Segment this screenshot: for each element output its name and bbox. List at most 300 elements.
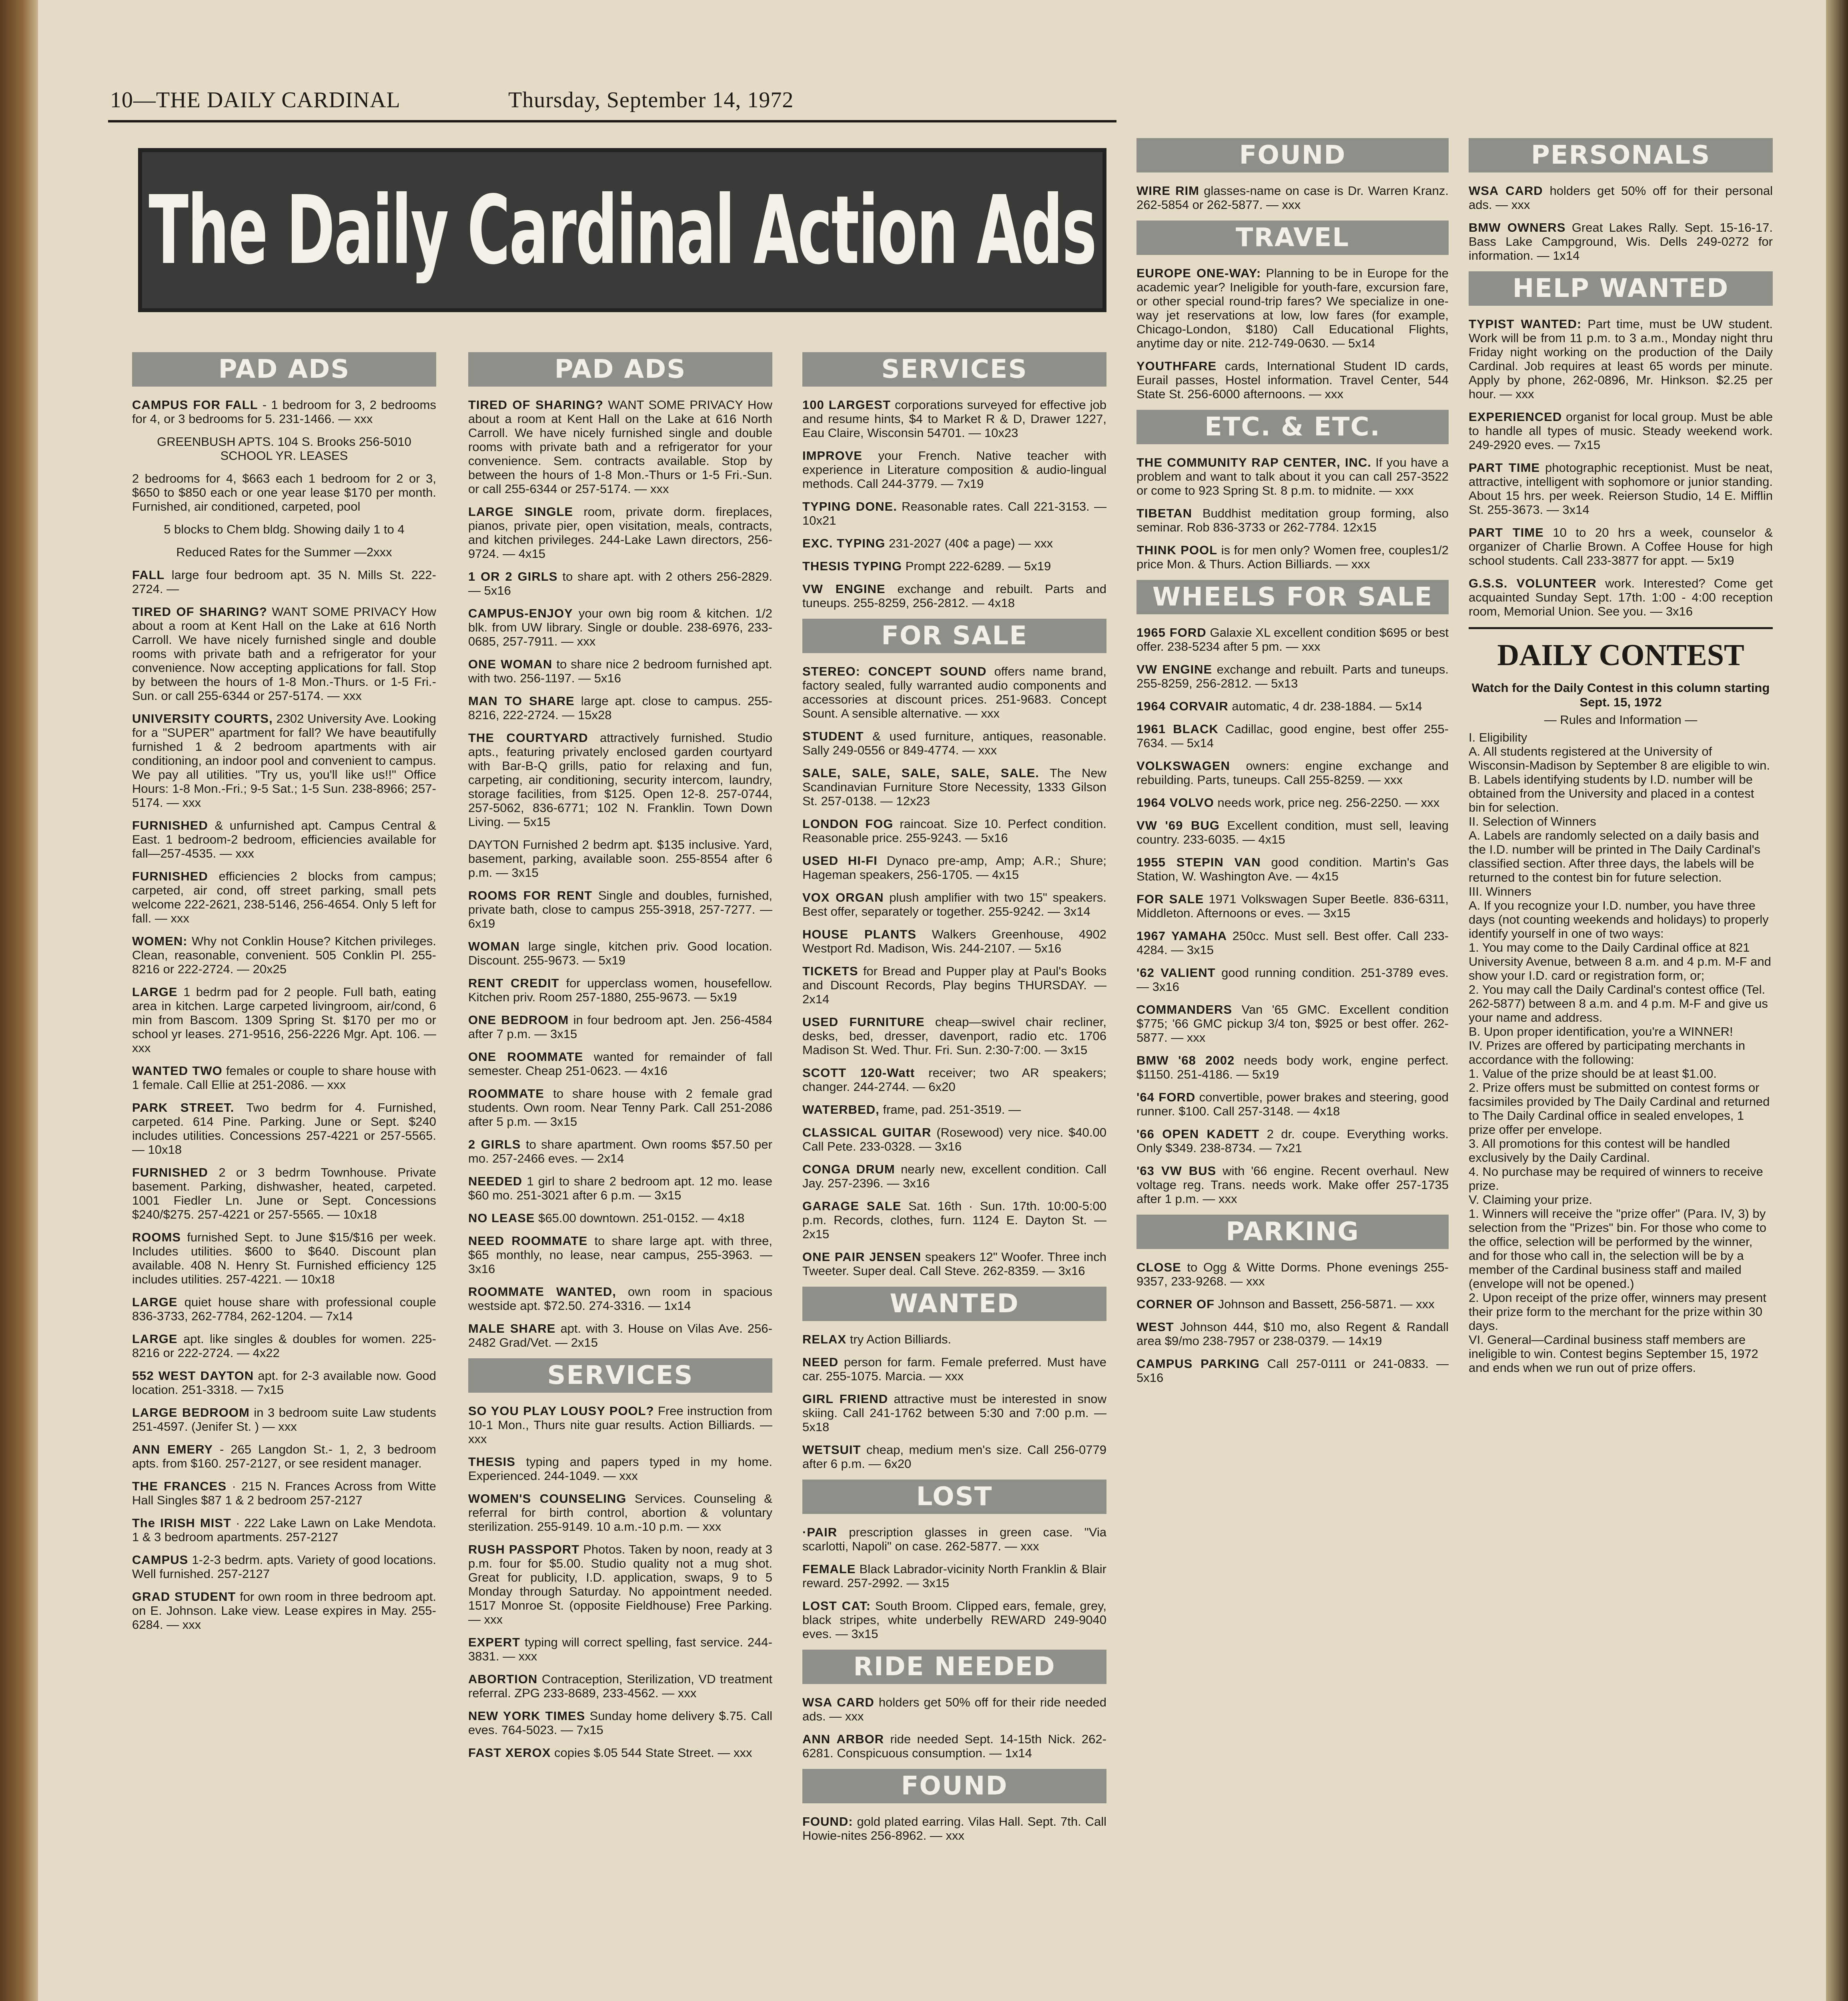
ad-lead: '63 VW BUS bbox=[1136, 1164, 1217, 1178]
ad-text: The New Scandinavian Furniture Store Necessity, 1333 Gilson St. 257-0138. — 12x23 bbox=[802, 766, 1106, 808]
ad-lead: WOMAN bbox=[468, 939, 520, 953]
ad-text: 2 bedrooms for 4, $663 each 1 bedroom for 2 or 3, $650 to $850 each or one year lease $170 per month. Furnished, air conditioned, carpeted, pool bbox=[132, 471, 436, 513]
ad-text: needs work, price neg. 256-2250. — xxx bbox=[1217, 796, 1440, 810]
ad-text: speakers 12" Woofer. Three inch Tweeter. Super deal. Call Steve. 262-8359. — 3x16 bbox=[802, 1250, 1106, 1278]
ad-text: 1-2-3 bedrm. apts. Variety of good locations. Well furnished. 257-2127 bbox=[132, 1553, 436, 1581]
classified-ad bbox=[468, 1285, 772, 1313]
contest-rule-line: B. Upon proper identification, you're a WINNER! bbox=[1469, 1025, 1733, 1039]
classified-ad bbox=[468, 1174, 772, 1202]
classified-ad bbox=[468, 1635, 772, 1663]
ad-text: & unfurnished apt. Campus Central & East. 1 bedroom-2 bedroom, efficiencies available for fall—257-4535. — xxx bbox=[132, 818, 436, 860]
ad-lead: ABORTION bbox=[468, 1672, 538, 1686]
ad-text: raincoat. Size 10. Perfect condition. Reasonable price. 255-9243. — 5x16 bbox=[802, 817, 1106, 845]
ad-text: Planning to be in Europe for the academic year? Ineligible for youth-fare, excursion fare, or other special round-trip fares? We specialize in one-way jet reservations at low, low fares (for example, Chicago-London, $180) Call Educational Flights, anytime day or nite. 212-749-0630. — 5x14 bbox=[1136, 266, 1449, 350]
ad-text: apt. like singles & doubles for women. 225-8216 or 222-2724. — 4x22 bbox=[132, 1332, 436, 1360]
ad-text: to share nice 2 bedroom furnished apt. with two. 256-1197. — 5x16 bbox=[468, 657, 772, 685]
ad-text: Great Lakes Rally. Sept. 15-16-17. Bass Lake Campground, Wis. Dells 249-0272 for information. — 1x14 bbox=[1469, 221, 1773, 263]
ad-text: Prompt 222-6289. — 5x19 bbox=[905, 559, 1051, 573]
ad-text: nearly new, excellent condition. Call Jay. 257-2396. — 3x16 bbox=[802, 1162, 1106, 1190]
contest-rule-line: 1. Winners will receive the "prize offer" (Para. IV, 3) by selection from the "Prizes" bin. For those who come to the office, selection will be performed by the winner, and for those who call in, the selection will be by a member of the Cardinal business staff and mailed (envelope will not be opened.) bbox=[1469, 1207, 1766, 1291]
classified-column-2 bbox=[468, 352, 772, 1768]
classified-ad bbox=[132, 471, 436, 513]
ad-text: large apt. close to campus. 255-8216, 222-2724. — 15x28 bbox=[468, 694, 772, 722]
ad-text: holders get 50% off for their personal ads. — xxx bbox=[1469, 184, 1773, 212]
ad-text: Excellent condition, must sell, leaving country. 233-6035. — 4x15 bbox=[1136, 818, 1449, 846]
contest-rule-line: A. If you recognize your I.D. number, you have three days (not counting weekends and holidays) to properly identify yourself in one of two ways: bbox=[1469, 898, 1769, 940]
ad-lead: USED HI-FI bbox=[802, 854, 878, 868]
ad-lead: FURNISHED bbox=[132, 818, 208, 832]
classified-ad bbox=[802, 854, 1106, 882]
page-binding-edge bbox=[0, 0, 38, 2001]
ad-text: 2 or 3 bedrm Townhouse. Private basement. Parking, dishwasher, heated, carpeted. 1001 Fiedler Ln. June or Sept. Concessions $240/$275. 257-4221 or 257-5565. — 10x18 bbox=[132, 1165, 436, 1221]
ad-text: photographic receptionist. Must be neat, attractive, intelligent with sophomore or junior standing. About 15 hrs. per week. Reierson Studio, 14 E. Mifflin St. 255-3673. — 3x14 bbox=[1469, 461, 1773, 517]
classified-ad bbox=[132, 545, 436, 559]
classified-ad bbox=[132, 605, 436, 703]
classified-ad bbox=[1136, 1164, 1449, 1206]
ad-lead: VOLKSWAGEN bbox=[1136, 759, 1230, 773]
ad-text: Free instruction from 10-1 Mon., Thurs nite guar results. Action Billiards. — xxx bbox=[468, 1404, 772, 1446]
contest-rule-line: 1. Value of the prize should be at least $1.00. bbox=[1469, 1067, 1717, 1081]
section-header: PAD ADS bbox=[468, 352, 772, 387]
classified-ad bbox=[802, 964, 1106, 1006]
ad-text: for Bread and Pupper play at Paul's Books and Discount Records, Play begins THURSDAY. — 2x14 bbox=[802, 964, 1106, 1006]
ad-lead: ONE ROOMMATE bbox=[468, 1050, 583, 1064]
classified-ad bbox=[1136, 543, 1449, 571]
contest-rule-line: 3. All promotions for this contest will be handled exclusively by the Daily Cardinal. bbox=[1469, 1137, 1730, 1165]
contest-rule-line: IV. Prizes are offered by participating merchants in accordance with the following: bbox=[1469, 1039, 1745, 1067]
ad-lead: GRAD STUDENT bbox=[132, 1590, 236, 1604]
classified-ad bbox=[802, 1162, 1106, 1190]
ad-text: holders get 50% off for their ride needed ads. — xxx bbox=[802, 1695, 1106, 1723]
ad-text: typing will correct spelling, fast service. 244-3831. — xxx bbox=[468, 1635, 772, 1663]
ad-text: If you have a problem and want to talk about it you can call 257-3522 or come to 923 Spring St. 8 p.m. to midnite. — xxx bbox=[1136, 455, 1449, 497]
classified-ad bbox=[468, 1404, 772, 1446]
ad-lead: SALE, SALE, SALE, SALE, SALE. bbox=[802, 766, 1039, 780]
ad-lead: ROOMS bbox=[132, 1230, 181, 1244]
classified-ad bbox=[132, 435, 436, 463]
ad-lead: GIRL FRIEND bbox=[802, 1392, 888, 1406]
ad-lead: LARGE bbox=[132, 1332, 178, 1346]
ad-lead: EUROPE ONE-WAY: bbox=[1136, 266, 1261, 280]
ad-lead: RELAX bbox=[802, 1332, 847, 1346]
ad-lead: WETSUIT bbox=[802, 1443, 861, 1457]
classified-ad bbox=[1136, 1260, 1449, 1288]
classified-ad bbox=[132, 1369, 436, 1397]
ad-text: convertible, power brakes and steering, good runner. $100. Call 257-3148. — 4x18 bbox=[1136, 1090, 1449, 1118]
contest-rule-line: I. Eligibility bbox=[1469, 730, 1527, 744]
ad-text: corporations surveyed for effective job and resume hints, $4 to Market R & D, Drawer 1227, Eau Claire, Wisconsin 54701. — 10x23 bbox=[802, 398, 1106, 440]
ad-lead: FOUND: bbox=[802, 1815, 853, 1829]
section-header: WANTED bbox=[802, 1287, 1106, 1321]
classified-ad bbox=[1136, 1297, 1449, 1311]
ad-text: Why not Conklin House? Kitchen privileges. Clean, reasonable, convenient. 505 Conklin Pl. 255-8216 or 222-2724. — 20x25 bbox=[132, 934, 436, 976]
ad-text: efficiencies 2 blocks from campus; carpeted, air cond, off street parking, small pets welcome 222-2621, 238-5146, 256-4654. Only 5 left for fall. — xxx bbox=[132, 869, 436, 925]
classified-ad bbox=[1136, 929, 1449, 957]
classified-ad bbox=[132, 398, 436, 426]
ad-lead: PARK STREET. bbox=[132, 1101, 235, 1115]
classified-ad bbox=[468, 1542, 772, 1626]
banner-title: The Daily Cardinal Action Ads bbox=[148, 175, 1096, 285]
classified-ad bbox=[802, 1562, 1106, 1590]
classified-ad bbox=[132, 712, 436, 810]
ad-lead: IMPROVE bbox=[802, 449, 862, 463]
classified-ad bbox=[1469, 461, 1773, 517]
ad-text: your French. Native teacher with experience in Literature composition & audio-lingual methods. Call 244-3779. — 7x19 bbox=[802, 449, 1106, 491]
ad-text: DAYTON Furnished 2 bedrm apt. $135 inclusive. Yard, basement, parking, available soon. 255-8554 after 6 p.m. — 3x15 bbox=[468, 838, 772, 880]
ad-lead: VW '69 BUG bbox=[1136, 818, 1220, 832]
ad-text: Sat. 16th · Sun. 17th. 10:00-5:00 p.m. Records, clothes, furn. 1124 E. Dayton St. — 2x15 bbox=[802, 1199, 1106, 1241]
ad-text: cheap, medium men's size. Call 256-0779 after 6 p.m. — 6x20 bbox=[802, 1443, 1106, 1471]
classified-ad bbox=[132, 1295, 436, 1323]
ad-lead: 1964 VOLVO bbox=[1136, 796, 1214, 810]
classified-ad bbox=[1469, 221, 1773, 263]
classified-ad bbox=[468, 657, 772, 685]
section-header: PAD ADS bbox=[132, 352, 436, 387]
ad-lead: NEED ROOMMATE bbox=[468, 1234, 588, 1248]
classified-ad bbox=[802, 1332, 1106, 1346]
ad-text: Reduced Rates for the Summer —2xxx bbox=[176, 545, 392, 559]
ad-lead: MAN TO SHARE bbox=[468, 694, 575, 708]
ad-text: attractively furnished. Studio apts., featuring privately enclosed garden courtyard with Bar-B-Q grills, patio for relaxing and fun, carpeting, air conditioning, security intercom, laundry, storage facilities, from $125. Open 12-8. 257-0744, 257-5062, 836-6771; 102 N. Franklin. Town Down Living. — 5x15 bbox=[468, 731, 772, 829]
classified-ad bbox=[132, 568, 436, 596]
ad-lead: STEREO: CONCEPT SOUND bbox=[802, 664, 987, 678]
ad-lead: 100 LARGEST bbox=[802, 398, 891, 412]
ad-text: 231-2027 (40¢ a page) — xxx bbox=[889, 536, 1053, 550]
ad-lead: CLASSICAL GUITAR bbox=[802, 1125, 932, 1139]
ad-lead: G.S.S. VOLUNTEER bbox=[1469, 576, 1597, 590]
classified-ad bbox=[802, 1125, 1106, 1153]
contest-rules-header: — Rules and Information — bbox=[1544, 713, 1698, 727]
contest-rule-line: A. Labels are randomly selected on a daily basis and the I.D. number will be printed in The Daily Cardinal's classified section. After three days, the labels will be returned to the contest bin for future selection. bbox=[1469, 828, 1761, 884]
ad-lead: RUSH PASSPORT bbox=[468, 1542, 580, 1556]
classified-ad bbox=[468, 1050, 772, 1078]
ad-lead: BMW '68 2002 bbox=[1136, 1053, 1235, 1067]
ad-lead: EXC. TYPING bbox=[802, 536, 886, 550]
classified-ad bbox=[802, 729, 1106, 757]
ad-text: Buddhist meditation group forming, also seminar. Rob 836-3733 or 262-7784. 12x15 bbox=[1136, 506, 1449, 534]
classified-ad bbox=[1136, 1090, 1449, 1118]
classified-ad bbox=[468, 1321, 772, 1349]
classified-ad bbox=[1136, 1053, 1449, 1081]
ad-lead: TIRED OF SHARING? bbox=[468, 398, 603, 412]
contest-rule-line: 1. You may come to the Daily Cardinal office at 821 University Avenue, between 8 a.m. and 4 p.m. M-F and show your I.D. card or registration form, or; bbox=[1469, 940, 1771, 982]
ad-lead: TYPIST WANTED: bbox=[1469, 317, 1582, 331]
ad-lead: FURNISHED bbox=[132, 869, 208, 883]
ad-lead: ONE BEDROOM bbox=[468, 1013, 569, 1027]
ad-lead: NEED bbox=[802, 1355, 839, 1369]
section-header: SERVICES bbox=[468, 1358, 772, 1393]
classified-ad bbox=[1469, 410, 1773, 452]
ad-text: Sunday home delivery $.75. Call eves. 764-5023. — 7x15 bbox=[468, 1709, 772, 1737]
ad-text: room, private dorm. fireplaces, pianos, private pier, open visitation, meals, contracts, and kitchen privileges. 244-Lake Lawn directors, 256-9724. — 4x15 bbox=[468, 505, 772, 561]
classified-ad bbox=[1136, 855, 1449, 883]
classified-ad bbox=[132, 1064, 436, 1092]
classified-ad bbox=[468, 398, 772, 496]
classified-ad bbox=[132, 1553, 436, 1581]
ad-text: GREENBUSH APTS. 104 S. Brooks 256-5010 SCHOOL YR. LEASES bbox=[157, 435, 411, 463]
ad-lead: YOUTHFARE bbox=[1136, 359, 1217, 373]
ad-text: 5 blocks to Chem bldg. Showing daily 1 to 4 bbox=[164, 522, 405, 536]
classified-ad bbox=[1136, 506, 1449, 534]
contest-rule-line: V. Claiming your prize. bbox=[1469, 1193, 1592, 1207]
ad-text: automatic, 4 dr. 238-1884. — 5x14 bbox=[1232, 699, 1422, 713]
ad-lead: THESIS TYPING bbox=[802, 559, 902, 573]
ad-text: needs body work, engine perfect. $1150. 251-4186. — 5x19 bbox=[1136, 1053, 1449, 1081]
ad-text: Walkers Greenhouse, 4902 Westport Rd. Madison, Wis. 244-2107. — 5x16 bbox=[802, 927, 1106, 955]
section-header: PARKING bbox=[1136, 1215, 1449, 1249]
ad-text: plush amplifier with two 15" speakers. Best offer, separately or together. 255-9242. — 3x14 bbox=[802, 890, 1106, 918]
ad-lead: ONE PAIR JENSEN bbox=[802, 1250, 922, 1264]
classified-ad bbox=[132, 1442, 436, 1470]
ad-lead: 1965 FORD bbox=[1136, 626, 1207, 640]
classified-ad bbox=[132, 522, 436, 536]
ad-text: to Ogg & Witte Dorms. Phone evenings 255-9357, 233-9268. — xxx bbox=[1136, 1260, 1449, 1288]
section-header: RIDE NEEDED bbox=[802, 1650, 1106, 1684]
section-header: FOUND bbox=[1136, 138, 1449, 172]
ad-lead: CONGA DRUM bbox=[802, 1162, 895, 1176]
classified-ad bbox=[468, 1087, 772, 1129]
ad-lead: FALL bbox=[132, 568, 165, 582]
ad-lead: THESIS bbox=[468, 1455, 515, 1469]
ad-lead: CAMPUS PARKING bbox=[1136, 1357, 1260, 1371]
ad-lead: 552 WEST DAYTON bbox=[132, 1369, 254, 1383]
ad-lead: FOR SALE bbox=[1136, 892, 1204, 906]
ad-text: for upperclass women, housefellow. Kitchen priv. Room 257-1880, 255-9673. — 5x19 bbox=[468, 976, 772, 1004]
ad-text: Services. Counseling & referral for birth control, abortion & voluntary sterilization. 255-9149. 10 a.m.-10 p.m. — xxx bbox=[468, 1492, 772, 1534]
ad-lead: MALE SHARE bbox=[468, 1321, 556, 1335]
ad-lead: LARGE BEDROOM bbox=[132, 1406, 250, 1420]
ad-text: large single, kitchen priv. Good location. Discount. 255-9673. — 5x19 bbox=[468, 939, 772, 967]
ad-text: frame, pad. 251-3519. — bbox=[883, 1103, 1021, 1117]
classified-ad bbox=[802, 1355, 1106, 1383]
ad-text: Galaxie XL excellent condition $695 or best offer. 238-5234 after 5 pm. — xxx bbox=[1136, 626, 1449, 654]
ad-text: to share apartment. Own rooms $57.50 per mo. 257-2466 eves. — 2x14 bbox=[468, 1137, 772, 1165]
section-header: SERVICES bbox=[802, 352, 1106, 387]
classified-ad bbox=[802, 1815, 1106, 1843]
ad-lead: VW ENGINE bbox=[1136, 662, 1213, 676]
section-header: PERSONALS bbox=[1469, 138, 1773, 172]
ad-lead: USED FURNITURE bbox=[802, 1015, 925, 1029]
classified-column-4 bbox=[1136, 138, 1449, 1393]
classified-ad bbox=[1469, 576, 1773, 618]
ad-text: quiet house share with professional couple 836-3733, 262-7784, 262-1204. — 7x14 bbox=[132, 1295, 436, 1323]
ad-text: person for farm. Female preferred. Must have car. 255-1075. Marcia. — xxx bbox=[802, 1355, 1106, 1383]
ad-lead: 1967 YAMAHA bbox=[1136, 929, 1227, 943]
classified-ad bbox=[802, 1525, 1106, 1553]
ad-lead: PART TIME bbox=[1469, 461, 1540, 475]
classified-ad bbox=[802, 398, 1106, 440]
classified-ad bbox=[468, 888, 772, 930]
ad-lead: EXPERT bbox=[468, 1635, 521, 1649]
ad-text: Two bedrm for 4. Furnished, carpeted. 614 Pine. Parking. June or Sept. $240 includes utilities. Concessions 257-4221 or 257-5565. — 10x18 bbox=[132, 1101, 436, 1157]
classified-ad bbox=[802, 766, 1106, 808]
ad-text: exchange and rebuilt. Parts and tuneups. 255-8259, 256-2812. — 4x18 bbox=[802, 582, 1106, 610]
ad-lead: 1 OR 2 GIRLS bbox=[468, 569, 558, 583]
ad-lead: SO YOU PLAY LOUSY POOL? bbox=[468, 1404, 654, 1418]
classified-ad bbox=[468, 1672, 772, 1700]
classified-ad bbox=[132, 1479, 436, 1507]
ad-lead: LOST CAT: bbox=[802, 1599, 871, 1613]
ad-text: Call 257-0111 or 241-0833. — 5x16 bbox=[1136, 1357, 1449, 1385]
ad-lead: TYPING DONE. bbox=[802, 499, 897, 513]
classified-ad bbox=[1136, 1003, 1449, 1045]
classified-ad bbox=[468, 1234, 772, 1276]
ad-text: South Broom. Clipped ears, female, grey, black stripes, white underbelly REWARD 249-9040 eves. — 3x15 bbox=[802, 1599, 1106, 1641]
classified-ad bbox=[468, 939, 772, 967]
classified-ad bbox=[1136, 1127, 1449, 1155]
classified-ad bbox=[802, 1250, 1106, 1278]
ad-text: to share large apt. with three, $65 monthly, no lease, near campus, 255-3963. — 3x16 bbox=[468, 1234, 772, 1276]
ad-lead: WEST bbox=[1136, 1320, 1174, 1334]
ad-text: apt. for 2-3 available now. Good location. 251-3318. — 7x15 bbox=[132, 1369, 436, 1397]
classified-ad bbox=[802, 1392, 1106, 1434]
classified-ad bbox=[1469, 184, 1773, 212]
ad-text: large four bedroom apt. 35 N. Mills St. 222-2724. — bbox=[132, 568, 436, 596]
contest-rule-line: 2. You may call the Daily Cardinal's contest office (Tel. 262-5877) between 8 a.m. and 4 p.m. M-F and give us your name and address. bbox=[1469, 982, 1768, 1025]
ad-lead: '66 OPEN KADETT bbox=[1136, 1127, 1260, 1141]
ad-text: Van '65 GMC. Excellent condition $775; '66 GMC pickup 3/4 ton, $925 or best offer. 262-5877. — xxx bbox=[1136, 1003, 1449, 1045]
classified-ad bbox=[132, 1516, 436, 1544]
ad-lead: ROOMMATE bbox=[468, 1087, 544, 1101]
ad-lead: CAMPUS-ENJOY bbox=[468, 606, 573, 620]
ad-lead: ANN EMERY bbox=[132, 1442, 213, 1456]
contest-rule-line: III. Winners bbox=[1469, 884, 1531, 898]
ad-text: to share apt. with 2 others 256-2829. — 5x16 bbox=[468, 569, 772, 597]
classified-ad bbox=[468, 505, 772, 561]
classified-ad bbox=[802, 559, 1106, 573]
classified-ad bbox=[468, 1137, 772, 1165]
contest-rule-line: II. Selection of Winners bbox=[1469, 814, 1596, 828]
ad-text: Dynaco pre-amp, Amp; A.R.; Shure; Hageman speakers, 256-1705. — 4x15 bbox=[802, 854, 1106, 882]
ad-text: organist for local group. Must be able to handle all types of music. Steady weekend work. 249-2920 eves. — 7x15 bbox=[1469, 410, 1773, 452]
classified-ad bbox=[1136, 722, 1449, 750]
page-right-edge bbox=[1826, 0, 1848, 2001]
classified-ad bbox=[468, 731, 772, 829]
classified-ad bbox=[802, 582, 1106, 610]
ad-lead: WSA CARD bbox=[802, 1695, 874, 1709]
ad-lead: LARGE SINGLE bbox=[468, 505, 573, 519]
classified-ad bbox=[1469, 525, 1773, 567]
ad-lead: CLOSE bbox=[1136, 1260, 1181, 1274]
classified-ad bbox=[1136, 266, 1449, 350]
classified-ad bbox=[1136, 662, 1449, 690]
classified-ad bbox=[468, 976, 772, 1004]
ad-text: Black Labrador-vicinity North Franklin & Blair reward. 257-2992. — 3x15 bbox=[802, 1562, 1106, 1590]
ad-lead: TIBETAN bbox=[1136, 506, 1193, 520]
ad-lead: SCOTT 120-Watt bbox=[802, 1066, 915, 1080]
section-header: HELP WANTED bbox=[1469, 271, 1773, 306]
classified-ad bbox=[132, 1590, 436, 1632]
ad-text: & used furniture, antiques, reasonable. Sally 249-0556 or 849-4774. — xxx bbox=[802, 729, 1106, 757]
ad-text: - 265 Langdon St.- 1, 2, 3 bedroom apts. from $160. 257-2127, or see resident manager. bbox=[132, 1442, 436, 1470]
classified-ad bbox=[802, 1732, 1106, 1760]
classified-ad bbox=[802, 664, 1106, 720]
ad-text: in 3 bedroom suite Law students 251-4597. (Jenifer St. ) — xxx bbox=[132, 1406, 436, 1434]
classified-ad bbox=[1136, 759, 1449, 787]
ad-text: copies $.05 544 State Street. — xxx bbox=[554, 1746, 752, 1760]
contest-rule-line: 2. Prize offers must be submitted on contest forms or facsimiles provided by The Daily Cardinal and returned to The Daily Cardinal office in sealed envelopes, 1 prize offer per envelope. bbox=[1469, 1081, 1770, 1137]
classified-ad bbox=[468, 1455, 772, 1483]
ad-text: WANT SOME PRIVACY How about a room at Kent Hall on the Lake at 616 North Carroll. We have nicely furnished single and double rooms with private bath and a refrigerator for your convenience. Now accepting applications for fall. Stop by between the hours of 1-8 Mon.-Thurs. or 1-5 Fri.-Sun. or call 255-6344 or 257-5174. — xxx bbox=[132, 605, 436, 703]
classified-ad bbox=[132, 869, 436, 925]
section-header: FOUND bbox=[802, 1769, 1106, 1803]
ad-lead: RENT CREDIT bbox=[468, 976, 559, 990]
classified-ad bbox=[468, 1211, 772, 1225]
classified-ad bbox=[132, 1332, 436, 1360]
ad-text: your own big room & kitchen. 1/2 blk. from UW library. Single or double. 238-6976, 233-0685, 257-7911. — xxx bbox=[468, 606, 773, 648]
classified-ad bbox=[802, 1695, 1106, 1723]
classified-ad bbox=[132, 1230, 436, 1286]
ad-text: 1 bedrm pad for 2 people. Full bath, eating area in kitchen. Large carpeted livingroom, air/cond, 6 min from Bascom. 1309 Spring St. $170 per mo or school yr leases. 271-9516, 256-2226 Mgr. Apt. 106. — xxx bbox=[132, 985, 436, 1055]
classified-ad bbox=[132, 1165, 436, 1221]
ad-text: prescription glasses in green case. "Via scarlotti, Napoli" on case. 262-5877. — xxx bbox=[802, 1525, 1106, 1553]
ad-lead: VW ENGINE bbox=[802, 582, 886, 596]
ad-text: with '66 engine. Recent overhaul. New voltage reg. Trans. needs work. Make offer 257-1735 after 1 p.m. — xxx bbox=[1136, 1164, 1449, 1206]
ad-text: owners: engine exchange and rebuilding. Parts, tuneups. Call 255-8259. — xxx bbox=[1136, 759, 1449, 787]
ad-text: furnished Sept. to June $15/$16 per week. Includes utilities. $600 to $640. Discount plan available. 408 N. Henry St. Furnished efficiency 125 includes utilities. 257-4221. — 10x18 bbox=[132, 1230, 436, 1286]
ad-lead: ANN ARBOR bbox=[802, 1732, 884, 1746]
classified-ad bbox=[1136, 892, 1449, 920]
classified-ad bbox=[1136, 626, 1449, 654]
ad-lead: The IRISH MIST bbox=[132, 1516, 232, 1530]
classified-ad bbox=[1136, 699, 1449, 713]
classified-ad bbox=[1136, 796, 1449, 810]
ad-text: own room in spacious westside apt. $72.50. 274-3316. — 1x14 bbox=[468, 1285, 772, 1313]
ad-lead: ROOMS FOR RENT bbox=[468, 888, 593, 902]
classified-ad bbox=[802, 890, 1106, 918]
ad-lead: VOX ORGAN bbox=[802, 890, 884, 904]
classified-ad bbox=[1136, 184, 1449, 212]
ad-text: to share house with 2 female grad students. Own room. Near Tenny Park. Call 251-2086 after 5 p.m. — 3x15 bbox=[468, 1087, 772, 1129]
ad-text: cards, International Student ID cards, Eurail passes, Hostel information. Travel Center, 544 State St. 256-6000 afternoons. — xxx bbox=[1136, 359, 1449, 401]
ad-text: 10 to 20 hrs a week, counselor & organizer of Charlie Brown. A Coffee House for high school students. Call 233-3877 for appt. — 5x19 bbox=[1469, 525, 1773, 567]
contest-rule-line: B. Labels identifying students by I.D. number will be obtained from the University and placed in a contest bin for selection. bbox=[1469, 772, 1754, 814]
ad-text: Contraception, Sterilization, VD treatment referral. ZPG 233-8689, 233-4562. — xxx bbox=[468, 1672, 772, 1700]
ad-lead: COMMANDERS bbox=[1136, 1003, 1233, 1017]
section-header: TRAVEL bbox=[1136, 221, 1449, 255]
ad-text: apt. with 3. House on Vilas Ave. 256-2482 Grad/Vet. — 2x15 bbox=[468, 1321, 772, 1349]
ad-lead: UNIVERSITY COURTS, bbox=[132, 712, 273, 726]
classified-ad bbox=[1136, 455, 1449, 497]
ad-text: 1971 Volkswagen Super Beetle. 836-6311, Middleton. Afternoons or eves. — 3x15 bbox=[1136, 892, 1449, 920]
contest-subtitle: Watch for the Daily Contest in this column starting Sept. 15, 1972 bbox=[1471, 681, 1770, 709]
classified-ad bbox=[132, 818, 436, 860]
classified-ad bbox=[1136, 1320, 1449, 1348]
ad-lead: THE FRANCES bbox=[132, 1479, 227, 1493]
ad-lead: STUDENT bbox=[802, 729, 864, 743]
ad-text: 1 girl to share 2 bedroom apt. 12 mo. lease $60 mo. 251-3021 after 6 p.m. — 3x15 bbox=[468, 1174, 772, 1202]
ad-lead: FEMALE bbox=[802, 1562, 856, 1576]
ad-lead: CORNER OF bbox=[1136, 1297, 1215, 1311]
classified-ad bbox=[468, 569, 772, 597]
ad-text: Part time, must be UW student. Work will be from 11 p.m. to 3 a.m., Monday night thru Friday night working on the production of the Daily Cardinal. Job requires at least 65 words per minute. Apply by phone, 262-0896, Mr. Hinkson. $2.25 per hour. — xxx bbox=[1469, 317, 1773, 401]
ad-text: Cadillac, good engine, best offer 255-7634. — 5x14 bbox=[1136, 722, 1449, 750]
classified-ad bbox=[132, 1101, 436, 1157]
ad-lead: NEEDED bbox=[468, 1174, 523, 1188]
classified-ad bbox=[1136, 966, 1449, 994]
section-header: ETC. & ETC. bbox=[1136, 410, 1449, 444]
ad-text: 2 dr. coupe. Everything works. Only $349. 238-8734. — 7x21 bbox=[1136, 1127, 1449, 1155]
ad-text: exchange and rebuilt. Parts and tuneups. 255-8259, 256-2812. — 5x13 bbox=[1136, 662, 1449, 690]
ad-lead: PART TIME bbox=[1469, 525, 1544, 539]
classified-ad bbox=[802, 1015, 1106, 1057]
ad-text: cheap—swivel chair recliner, desks, bed, dresser, davenport, radio etc. 1706 Madison St. Wed. Thur. Fri. Sun. 2:30-7:00. — 3x15 bbox=[802, 1015, 1106, 1057]
classified-ad bbox=[468, 606, 772, 648]
ad-text: ride needed Sept. 14-15th Nick. 262-6281. Conspicuous consumption. — 1x14 bbox=[802, 1732, 1106, 1760]
ad-text: glasses-name on case is Dr. Warren Kranz. 262-5854 or 262-5877. — xxx bbox=[1136, 184, 1449, 212]
ad-lead: ROOMMATE WANTED, bbox=[468, 1285, 616, 1299]
contest-rule-line: 2. Upon receipt of the prize offer, winners may present their prize form to the merchant for the prize within 30 days. bbox=[1469, 1291, 1766, 1333]
